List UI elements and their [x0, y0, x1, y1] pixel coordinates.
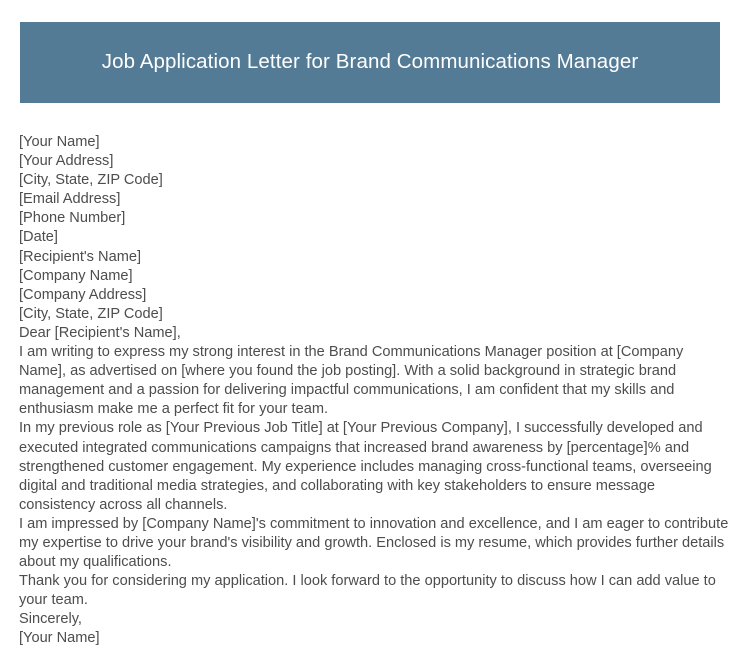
letter-paragraph: I am writing to express my strong interest in the Brand Communications Manager position at [Company Name], as advertised on [where you found the job posting]. With a solid background in strategic brand management and a passion for delivering impactful communications, I am confident that my skills and enthusiasm make me a perfect fit for your team. [19, 344, 684, 418]
letter-paragraph: In my previous role as [Your Previous Job Title] at [Your Previous Company], I successfully developed and executed integrated communications campaigns that increased brand awareness by [percentage]% and strengthened customer engagement. My experience includes managing cross-functional teams, overseeing digital and traditional media strategies, and collaborating with key stakeholders to ensure message consistency across all channels. [19, 420, 712, 513]
address-line: [City, State, ZIP Code] [19, 172, 163, 189]
page-title: Job Application Letter for Brand Communications Manager [101, 50, 639, 74]
address-line: [Date] [19, 229, 58, 246]
letter-header-banner [20, 22, 720, 103]
letter-paragraph: Thank you for considering my application. I look forward to the opportunity to discuss how I can add value to your team. [19, 573, 716, 609]
letter-paragraph: I am impressed by [Company Name]'s commitment to innovation and excellence, and I am eager to contribute my expertise to drive your brand's visibility and growth. Enclosed is my resume, which provides further details about my qualifications. [19, 515, 729, 571]
address-line: [Your Address] [19, 153, 114, 170]
salutation: Dear [Recipient's Name], [19, 324, 181, 341]
address-line: [Phone Number] [19, 210, 126, 227]
address-line: [City, State, ZIP Code] [19, 305, 163, 322]
address-line: [Your Name] [19, 134, 100, 150]
address-line: [Email Address] [19, 191, 121, 208]
signature-line: [Your Name] [19, 630, 100, 647]
address-line: [Recipient's Name] [19, 248, 142, 265]
letter-body [19, 133, 731, 649]
address-line: [Company Address] [19, 286, 147, 303]
address-block [19, 133, 731, 324]
closing-salutation: Sincerely, [19, 611, 82, 628]
address-line: [Company Name] [19, 267, 133, 284]
